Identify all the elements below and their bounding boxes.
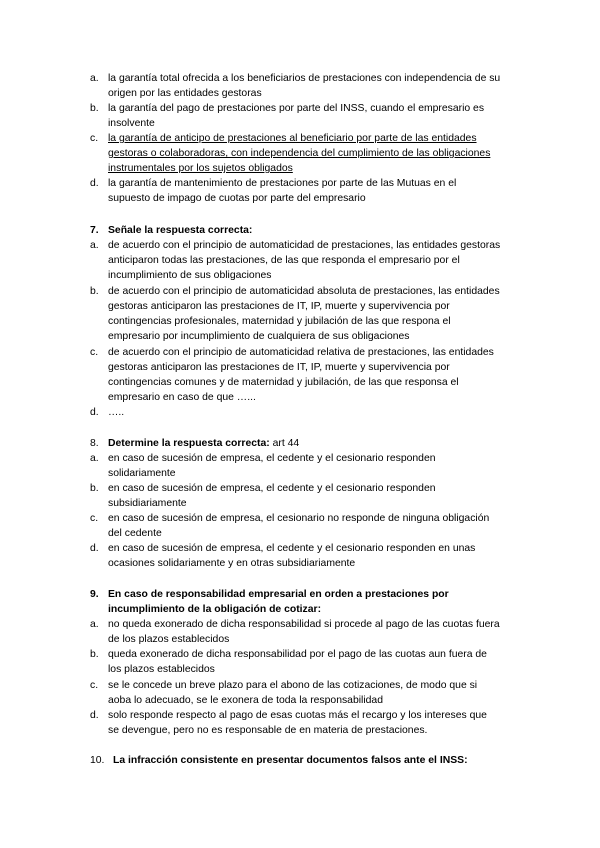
question-number: 10.	[90, 755, 105, 766]
option-text-line: origen por las entidades gestoras	[108, 88, 262, 99]
option-text-line: queda exonerado de dicha responsabilidad por el pago de las cuotas aun fuera de	[108, 649, 487, 660]
option-text-line: solo responde respecto al pago de esas cuotas más el recargo y los intereses que	[108, 710, 487, 721]
question-title: La infracción consistente en presentar documentos falsos ante el INSS:	[113, 755, 468, 766]
option-label: b.	[90, 649, 99, 660]
question-number: 8.	[90, 438, 99, 449]
option-text-line: contingencias profesionales, maternidad y jubilación de las que respona el	[108, 316, 451, 327]
option-label: d.	[90, 543, 99, 554]
option-text-line: se le concede un breve plazo para el abono de las cotizaciones, de modo que si	[108, 680, 478, 691]
option-text-line: empresario por incumplimiento de cualquiera de sus obligaciones	[108, 331, 410, 342]
option-text-line: en caso de sucesión de empresa, el cedente y el cesionario responden	[108, 483, 436, 494]
option-text-line: anticiparon todas las prestaciones, de las que responda el empresario por el	[108, 255, 460, 266]
option-text-line: de acuerdo con el principio de automaticidad absoluta de prestaciones, las entidades	[108, 286, 500, 297]
option-text-line: no queda exonerado de dicha responsabilidad si procede al pago de las cuotas fuera	[108, 619, 500, 630]
option-text-line: gestoras anticiparon las prestaciones de IT, IP, muerte y supervivencia por	[108, 301, 450, 312]
option-label: d.	[90, 710, 99, 721]
question-article-reference: art 44	[269, 438, 300, 449]
option-text-line: de acuerdo con el principio de automaticidad de prestaciones, las entidades gestoras	[108, 240, 501, 251]
option-label: c.	[90, 347, 99, 358]
option-text-line: la garantía total ofrecida a los beneficiarios de prestaciones con independencia de su	[108, 73, 501, 84]
option-text-line: incumplimiento de sus obligaciones	[108, 270, 272, 281]
option-text-line: en caso de sucesión de empresa, el cesionario no responde de ninguna obligación	[108, 513, 490, 524]
option-text-line-underlined: gestoras o colaboradoras, con independencia del cumplimiento de las obligaciones	[108, 148, 491, 159]
option-text-line: en caso de sucesión de empresa, el cedente y el cesionario responden	[108, 453, 436, 464]
option-text-line: gestoras anticiparon las prestaciones de IT, IP, muerte y supervivencia por	[108, 362, 450, 373]
option-label: c.	[90, 680, 99, 691]
question-number: 9.	[90, 589, 99, 600]
option-label: b.	[90, 483, 99, 494]
option-label: a.	[90, 240, 99, 251]
option-text-line: aoba lo adecuado, se le exonera de toda la responsabilidad	[108, 695, 383, 706]
question-title: Señale la respuesta correcta:	[108, 225, 253, 236]
option-label: c.	[90, 133, 99, 144]
option-text-line-underlined: la garantía de anticipo de prestaciones al beneficiario por parte de las entidades	[108, 133, 477, 144]
option-label: a.	[90, 619, 99, 630]
option-text-line: la garantía del pago de prestaciones por parte del INSS, cuando el empresario es	[108, 103, 485, 114]
option-text-line: los plazos establecidos	[108, 664, 215, 675]
question-title: Determine la respuesta correcta:	[108, 438, 270, 449]
option-text-line: …..	[108, 407, 125, 418]
option-text-line: subsidiariamente	[108, 498, 187, 509]
option-text-line: contingencias comunes y de maternidad y jubilación, de las que responsa el	[108, 377, 459, 388]
option-text-line: de acuerdo con el principio de automaticidad relativa de prestaciones, las entidades	[108, 347, 494, 358]
option-text-line: ocasiones solidariamente y en otras subsidiariamente	[108, 558, 356, 569]
option-text-line: de los plazos establecidos	[108, 634, 230, 645]
option-text-line: empresario en caso de que …...	[108, 392, 256, 403]
option-label: c.	[90, 513, 99, 524]
option-label: b.	[90, 286, 99, 297]
question-title-line: En caso de responsabilidad empresarial en orden a prestaciones por	[108, 589, 449, 600]
option-text-line: insolvente	[108, 118, 155, 129]
option-text-line: solidariamente	[108, 468, 176, 479]
option-text-line: en caso de sucesión de empresa, el cedente y el cesionario responden en unas	[108, 543, 476, 554]
option-text-line: del cedente	[108, 528, 162, 539]
question-title-line: incumplimiento de la obligación de cotizar:	[108, 604, 322, 615]
option-text-line-underlined: instrumentales por los sujetos obligados	[108, 163, 293, 174]
option-text-line: se devengue, pero no es responsable de en materia de prestaciones.	[108, 725, 428, 736]
option-label: b.	[90, 103, 99, 114]
option-label: a.	[90, 73, 99, 84]
option-text-line: la garantía de mantenimiento de prestaciones por parte de las Mutuas en el	[108, 178, 457, 189]
question-number: 7.	[90, 225, 99, 236]
option-label: d.	[90, 178, 99, 189]
option-label: d.	[90, 407, 99, 418]
option-label: a.	[90, 453, 99, 464]
option-text-line: supuesto de impago de cuotas por parte del empresario	[108, 193, 366, 204]
